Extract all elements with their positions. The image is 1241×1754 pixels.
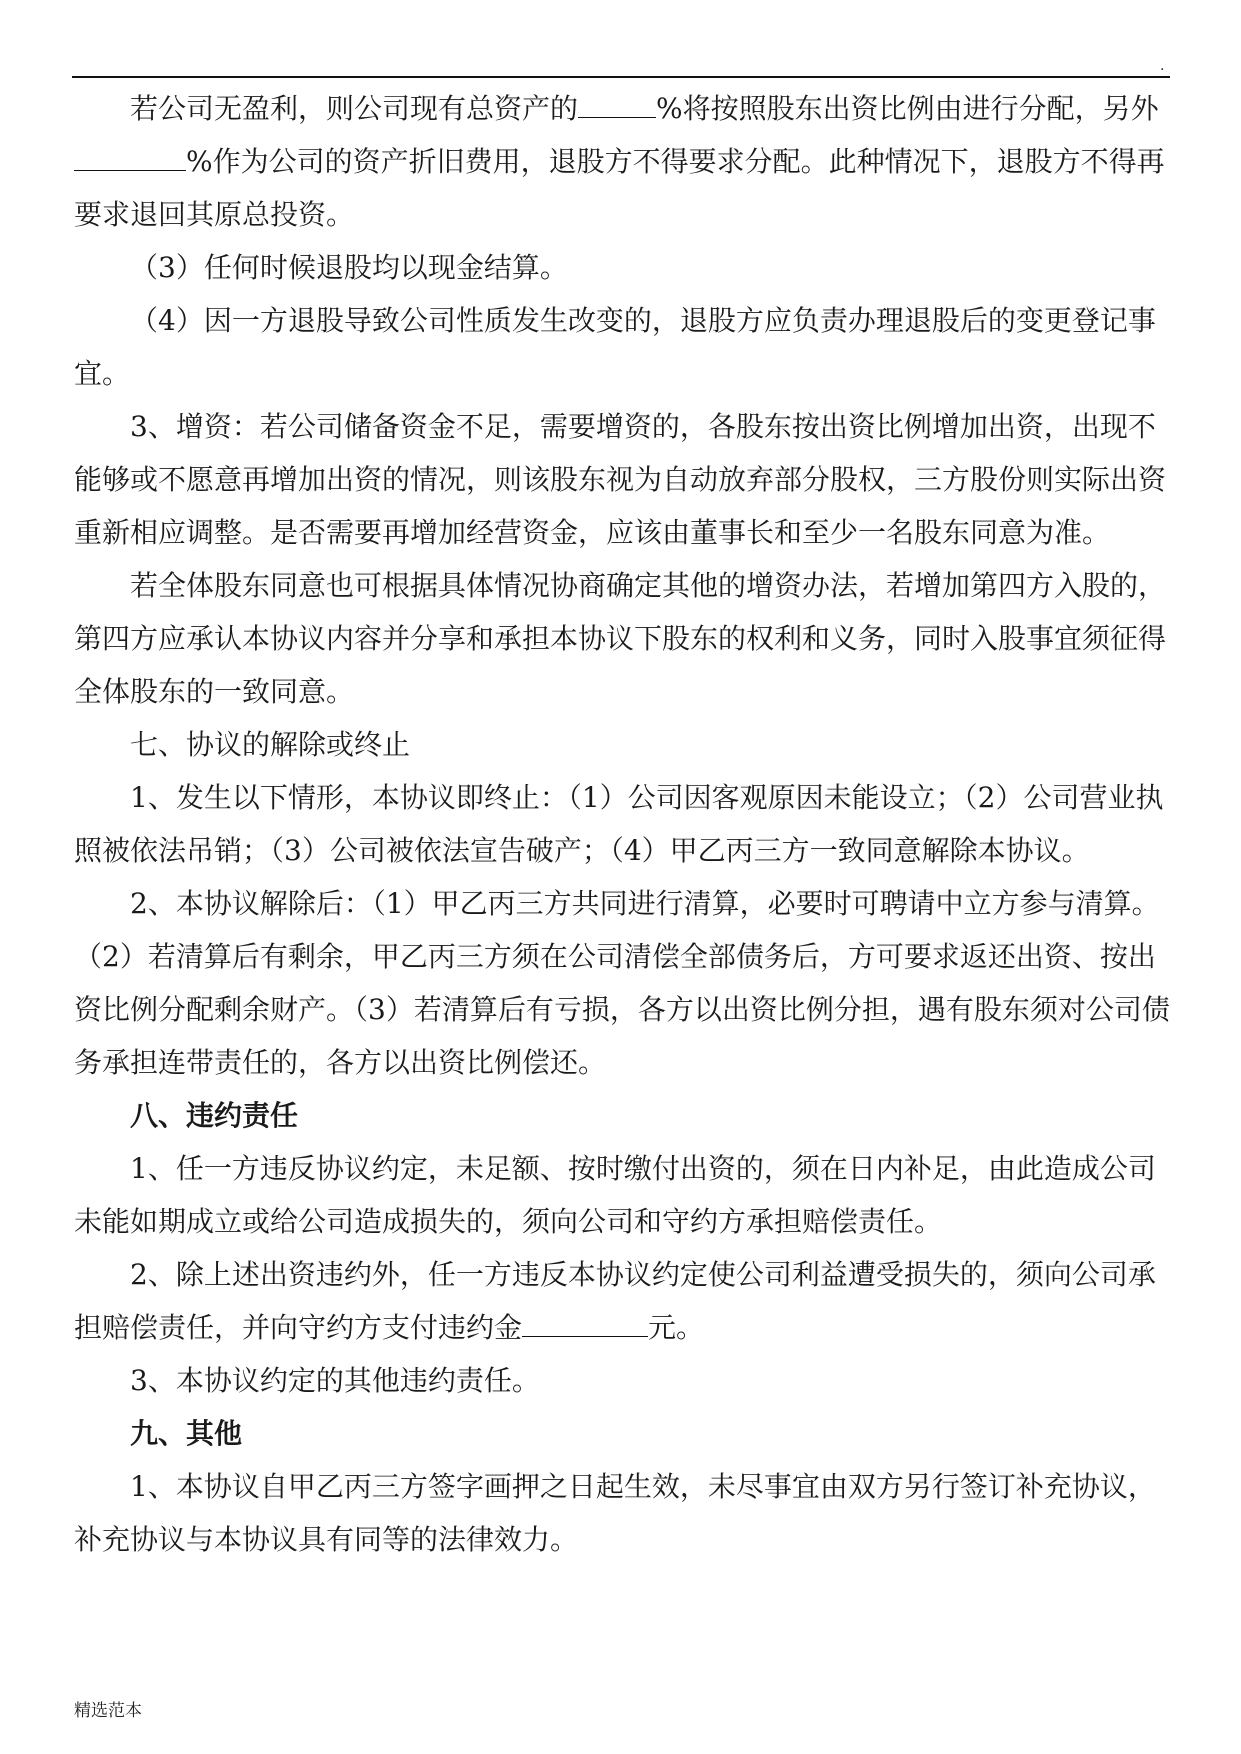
paragraph-capital-increase: 3、增资：若公司储备资金不足，需要增资的，各股东按出资比例增加出资，出现不能够或不愿意再增加出资的情况，则该股东视为自动放弃部分股权，三方股份则实际出资重新相应调整。是否需要再增加经营资金，应该由董事长和至少一名股东同意为准。 [74,410,1167,549]
document-body [74,82,1172,1566]
blank-depreciation-percent [74,140,186,171]
paragraph-no-profit-text-b: %将按照股东出资比例由进行分配，另外 [656,92,1159,125]
paragraph-breach-penalty [74,1248,1172,1354]
heading-other: 九、其他 [130,1417,243,1450]
paragraph-other-breach: 3、本协议约定的其他违约责任。 [130,1364,540,1397]
header-mark: . [1160,58,1165,74]
paragraph-fourth-party: 若全体股东同意也可根据具体情况协商确定其他的增资办法，若增加第四方入股的，第四方应承认本协议内容并分享和承担本协议下股东的权利和义务，同时入股事宜须征得全体股东的一致同意。 [74,569,1167,708]
header-rule [72,76,1170,78]
blank-penalty-amount [522,1306,648,1337]
paragraph-effective: 1、本协议自甲乙丙三方签字画押之日起生效，未尽事宜由双方另行签订补充协议，补充协议与本协议具有同等的法律效力。 [74,1470,1156,1556]
paragraph-cash-settlement: （3）任何时候退股均以现金结算。 [130,251,568,284]
paragraph-no-profit-text-c: %作为公司的资产折旧费用，退股方不得要求分配。此种情况下，退股方不得再要求退回其原总投资。 [74,145,1165,231]
paragraph-termination-cases: 1、发生以下情形，本协议即终止：（1）公司因客观原因未能设立；（2）公司营业执照被依法吊销；（3）公司被依法宣告破产；（4）甲乙丙三方一致同意解除本协议。 [74,781,1164,867]
paragraph-breach-capital: 1、任一方违反协议约定，未足额、按时缴付出资的，须在日内补足，由此造成公司未能如期成立或给公司造成损失的，须向公司和守约方承担赔偿责任。 [74,1152,1156,1238]
paragraph-no-profit-text-a: 若公司无盈利，则公司现有总资产的 [130,92,579,125]
paragraph-no-profit [74,82,1172,241]
paragraph-change-registration: （4）因一方退股导致公司性质发生改变的，退股方应负责办理退股后的变更登记事宜。 [74,304,1156,390]
paragraph-breach-penalty-text-b: 元。 [648,1311,705,1344]
heading-termination: 七、协议的解除或终止 [130,728,411,761]
heading-breach-liability: 八、违约责任 [130,1099,299,1132]
footer-label: 精选范本 [74,1701,142,1721]
paragraph-liquidation: 2、本协议解除后：（1）甲乙丙三方共同进行清算，必要时可聘请中立方参与清算。（2）若清算后有剩余，甲乙丙三方须在公司清偿全部债务后，方可要求返还出资、按出资比例分配剩余财产。（3）若清算后有亏损，各方以出资比例分担，遇有股东须对公司债务承担连带责任的，各方以出资比例偿还。 [74,887,1170,1079]
paragraph-breach-penalty-text-a: 2、除上述出资违约外，任一方违反本协议约定使公司利益遭受损失的，须向公司承担赔偿责任，并向守约方支付违约金 [74,1258,1156,1344]
blank-asset-percent [578,87,656,118]
